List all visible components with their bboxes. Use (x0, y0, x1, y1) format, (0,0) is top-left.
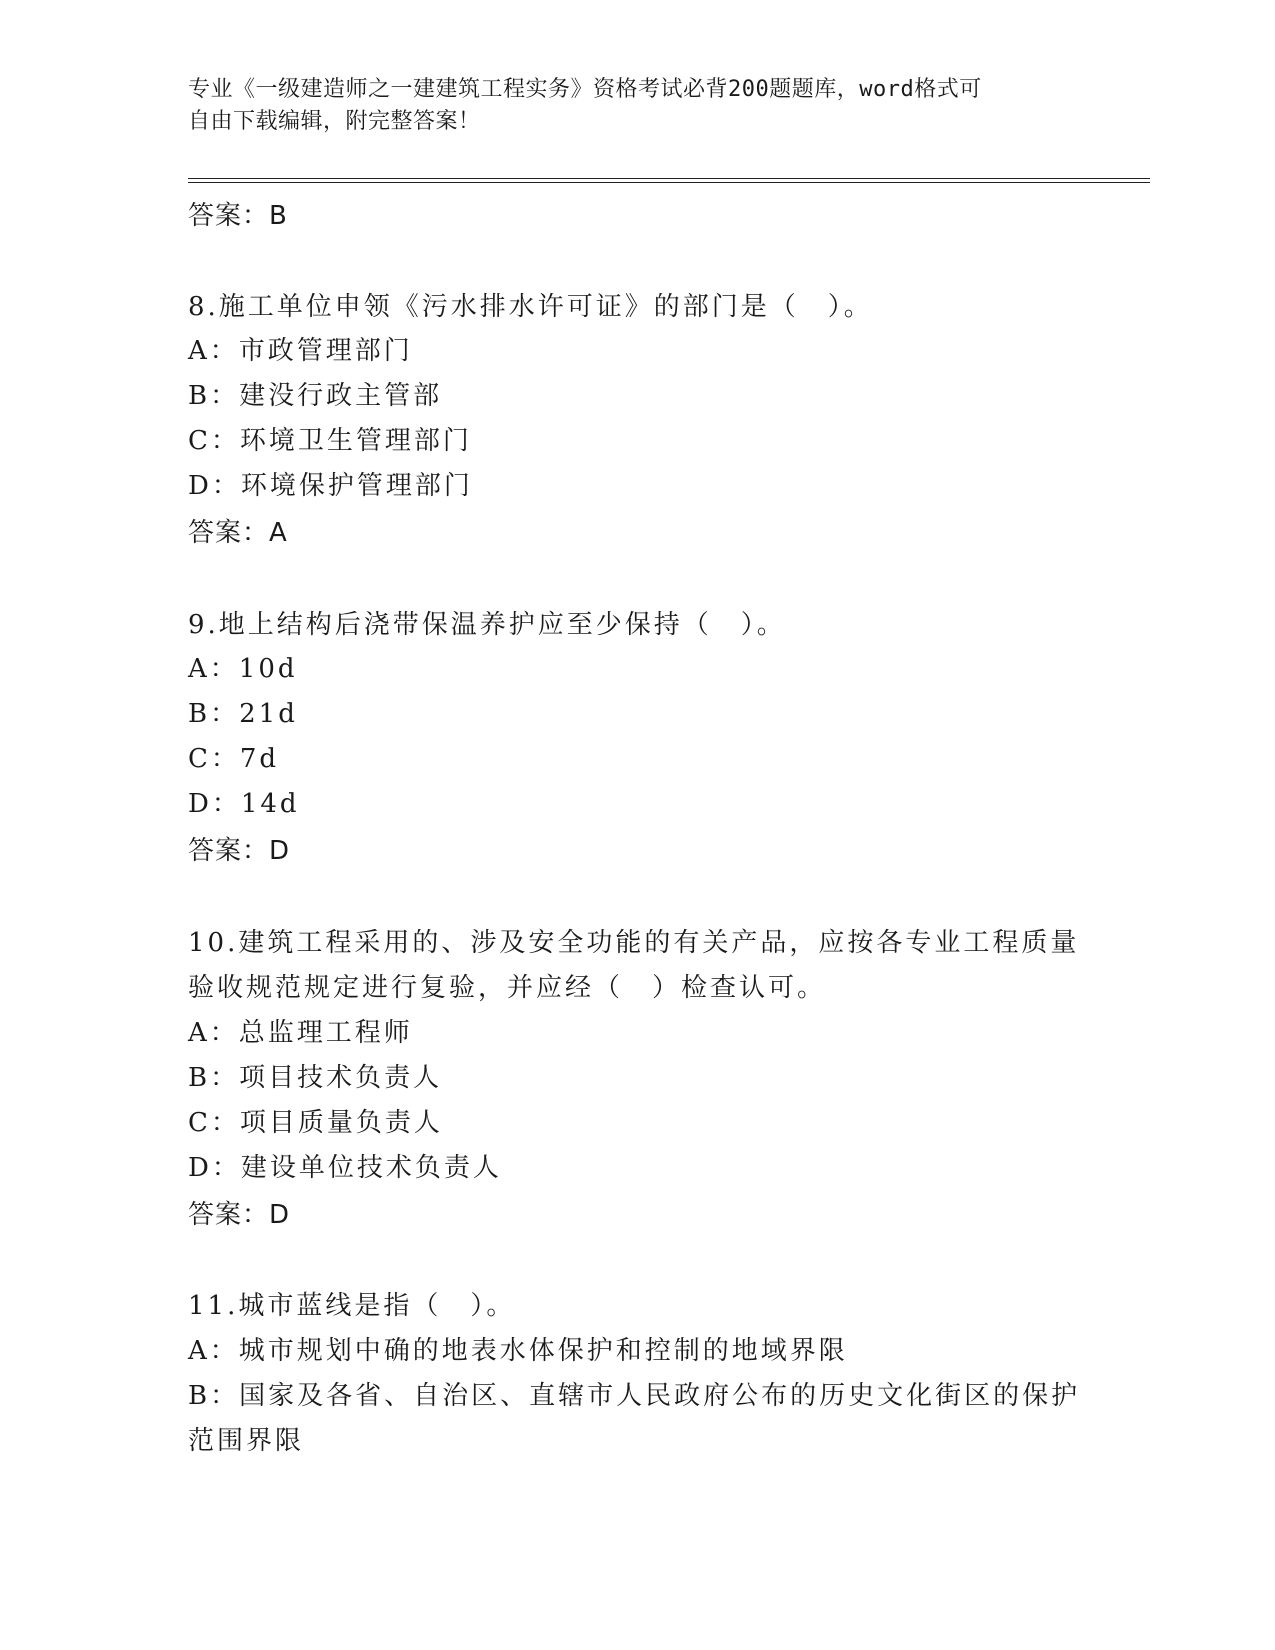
document-header (188, 74, 1068, 138)
header-divider-top (188, 178, 1150, 179)
answer-line: 答案：D (188, 1200, 291, 1230)
question-text: 10.建筑工程采用的、涉及安全功能的有关产品，应按各专业工程质量 (188, 928, 1080, 958)
option-line: C：项目质量负责人 (188, 1108, 443, 1138)
answer-line: 答案：D (188, 836, 291, 866)
option-line: 范围界限 (188, 1426, 305, 1456)
option-line: A：市政管理部门 (188, 336, 413, 366)
option-line: B：21d (188, 699, 298, 729)
answer-line: 答案：A (188, 518, 288, 548)
option-line: C：环境卫生管理部门 (188, 426, 472, 456)
option-line: D：14d (188, 789, 300, 819)
option-line: A：10d (188, 654, 298, 684)
option-line: D：建设单位技术负责人 (188, 1153, 502, 1183)
question-text: 11.城市蓝线是指（ ）。 (188, 1291, 516, 1321)
option-line: C：7d (188, 744, 280, 774)
question-text: 验收规范规定进行复验，并应经（ ）检查认可。 (188, 973, 827, 1003)
option-line: B：建没行政主管部 (188, 381, 443, 411)
question-text: 8.施工单位申领《污水排水许可证》的部门是（ ）。 (188, 292, 873, 322)
answer-line: 答案：B (188, 201, 288, 231)
option-line: A：总监理工程师 (188, 1018, 413, 1048)
header-line-1: 专业《一级建造师之一建建筑工程实务》资格考试必背200题题库，word格式可 (188, 77, 982, 102)
option-line: B：国家及各省、自治区、直辖市人民政府公布的历史文化街区的保护 (188, 1381, 1081, 1411)
option-line: B：项目技术负责人 (188, 1063, 443, 1093)
header-divider-bottom (188, 182, 1150, 183)
option-line: A：城市规划中确的地表水体保护和控制的地域界限 (188, 1336, 848, 1366)
question-text: 9.地上结构后浇带保温养护应至少保持（ ）。 (188, 610, 786, 640)
header-line-2: 自由下载编辑，附完整答案！ (188, 109, 481, 134)
option-line: D：环境保护管理部门 (188, 471, 473, 501)
